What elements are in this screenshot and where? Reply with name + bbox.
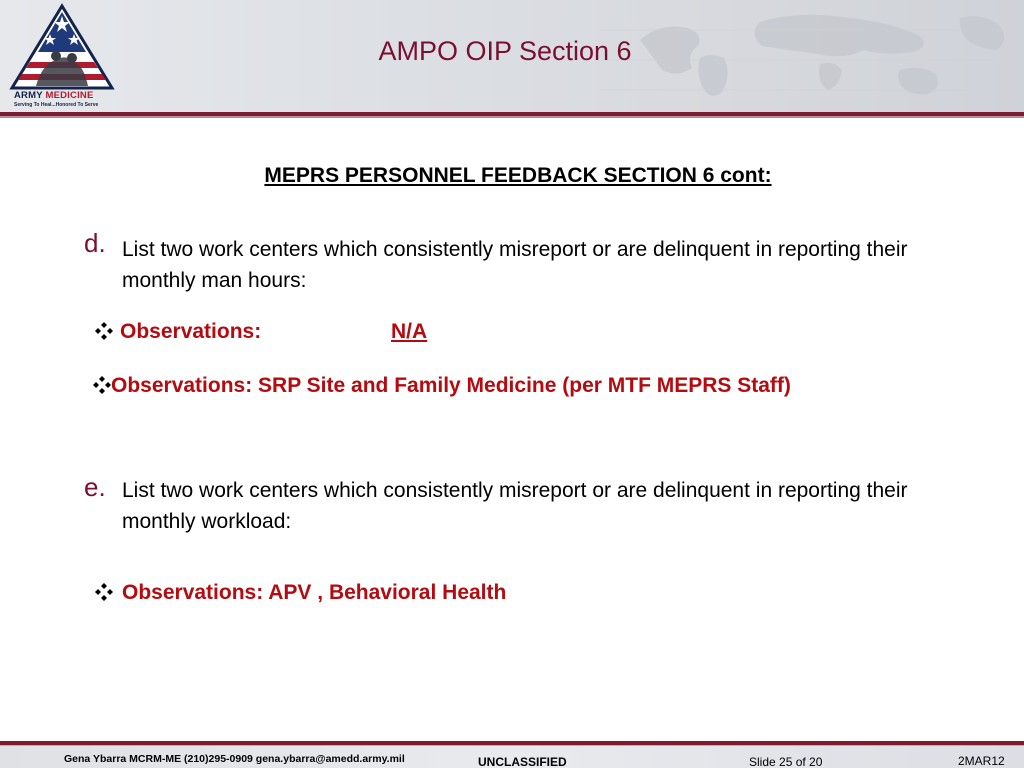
diamond-bullet-icon bbox=[89, 582, 113, 602]
army-medicine-emblem-icon bbox=[6, 2, 118, 94]
logo-wordmark: ARMY MEDICINE bbox=[14, 90, 94, 101]
observation-label-3: Observations: APV , Behavioral Health bbox=[122, 581, 507, 604]
footer-contact: Gena Ybarra MCRM-ME (210)295-0909 gena.ybarra@amedd.army.mil bbox=[64, 753, 405, 765]
item-letter-d: d. bbox=[84, 228, 106, 258]
army-medicine-logo bbox=[6, 2, 118, 110]
item-d-text: List two work centers which consistently misreport or are delinquent in reporting their monthly man hours: bbox=[122, 238, 908, 292]
footer-classification: UNCLASSIFIED bbox=[478, 755, 567, 769]
diamond-bullet-icon bbox=[89, 321, 113, 341]
footer-date: 2MAR12 bbox=[958, 754, 1005, 768]
logo-tagline: Serving To Heal...Honored To Serve bbox=[14, 102, 99, 108]
observation-value-1: N/A bbox=[391, 320, 428, 343]
slide-title: AMPO OIP Section 6 bbox=[378, 36, 632, 66]
footer-slide-number: Slide 25 of 20 bbox=[749, 755, 823, 769]
section-subtitle: MEPRS PERSONNEL FEEDBACK SECTION 6 cont: bbox=[264, 164, 772, 187]
header-divider-light bbox=[0, 116, 1024, 118]
observation-label-1: Observations: bbox=[120, 320, 262, 343]
item-e-text: List two work centers which consistently misreport or are delinquent in reporting their monthly workload: bbox=[122, 479, 908, 533]
item-letter-e: e. bbox=[84, 472, 106, 502]
header-band bbox=[0, 0, 1024, 112]
observation-label-2: Observations: SRP Site and Family Medicine (per MTF MEPRS Staff) bbox=[111, 374, 791, 397]
diamond-bullet-icon bbox=[87, 375, 111, 395]
